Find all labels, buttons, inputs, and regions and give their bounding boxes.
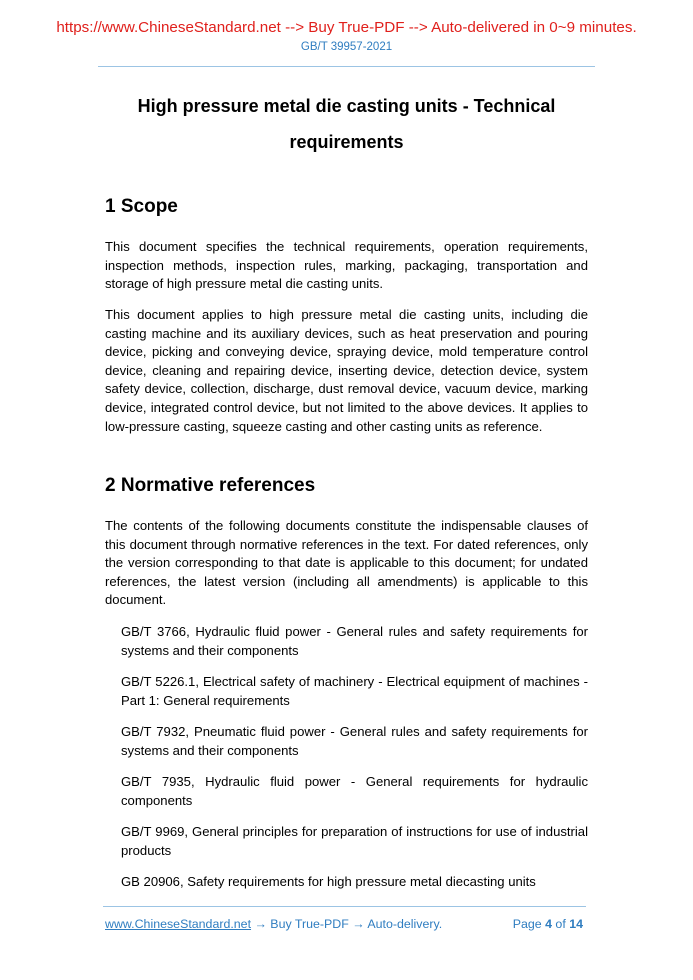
title-line-2: requirements [289,132,404,152]
reference-item: GB/T 7935, Hydraulic fluid power - General requirements for hydraulic components [121,774,588,808]
footer-website-link[interactable]: www.ChineseStandard.net [105,917,252,931]
reference-item: GB 20906, Safety requirements for high pressure metal diecasting units [121,874,536,889]
section-heading-scope: 1 Scope [105,196,178,217]
page-of: of [551,917,570,931]
scope-paragraph-2: This document applies to high pressure metal die casting units, including die casting machine and its auxiliary devices, such as heat preservation and pouring device, picking and conveying device, spraying device, mold temperature control device, cleaning and repairing device, inserting device, detection device, system safety device, collection, discharge, dust removal device, vacuum device, marking device, integrated control device, but not limited to the above devices. It applies to low-pressure casting, squeeze casting and other casting units as reference. [105,307,588,434]
section-heading-normative-references: 2 Normative references [105,475,316,496]
page-current: 4 [545,917,552,931]
reference-item: GB/T 3766, Hydraulic fluid power - General rules and safety requirements for systems and their components [121,624,588,658]
scope-paragraph-1: This document specifies the technical requirements, operation requirements, inspection methods, inspection rules, marking, packaging, transportation and storage of high pressure metal die casting units. [105,239,588,292]
top-banner: https://www.ChineseStandard.net --> Buy True-PDF --> Auto-delivered in 0~9 minutes. [56,19,637,36]
page-total: 14 [569,917,583,931]
page-indicator [513,917,583,931]
page-footer [105,917,583,931]
normative-intro-paragraph: The contents of the following documents constitute the indispensable clauses of this document through normative references in the text. For dated references, only the version corresponding to that date is applicable to this document; for undated references, the latest version (including all amendments) is applicable to this document. [105,518,588,608]
page-label: Page [512,917,546,931]
reference-item: GB/T 7932, Pneumatic fluid power - General rules and safety requirements for systems and their components [121,724,588,758]
footer-link-suffix: → Buy True-PDF → Auto-delivery. [251,917,443,931]
footer-divider [103,906,586,907]
reference-item: GB/T 5226.1, Electrical safety of machinery - Electrical equipment of machines - Part 1: General requirements [121,674,588,708]
title-line-1: High pressure metal die casting units - Technical [137,96,556,116]
document-code: GB/T 39957-2021 [300,41,393,53]
header-divider [98,66,595,67]
reference-item: GB/T 9969, General principles for preparation of instructions for use of industrial products [121,824,588,858]
document-title [98,88,595,160]
